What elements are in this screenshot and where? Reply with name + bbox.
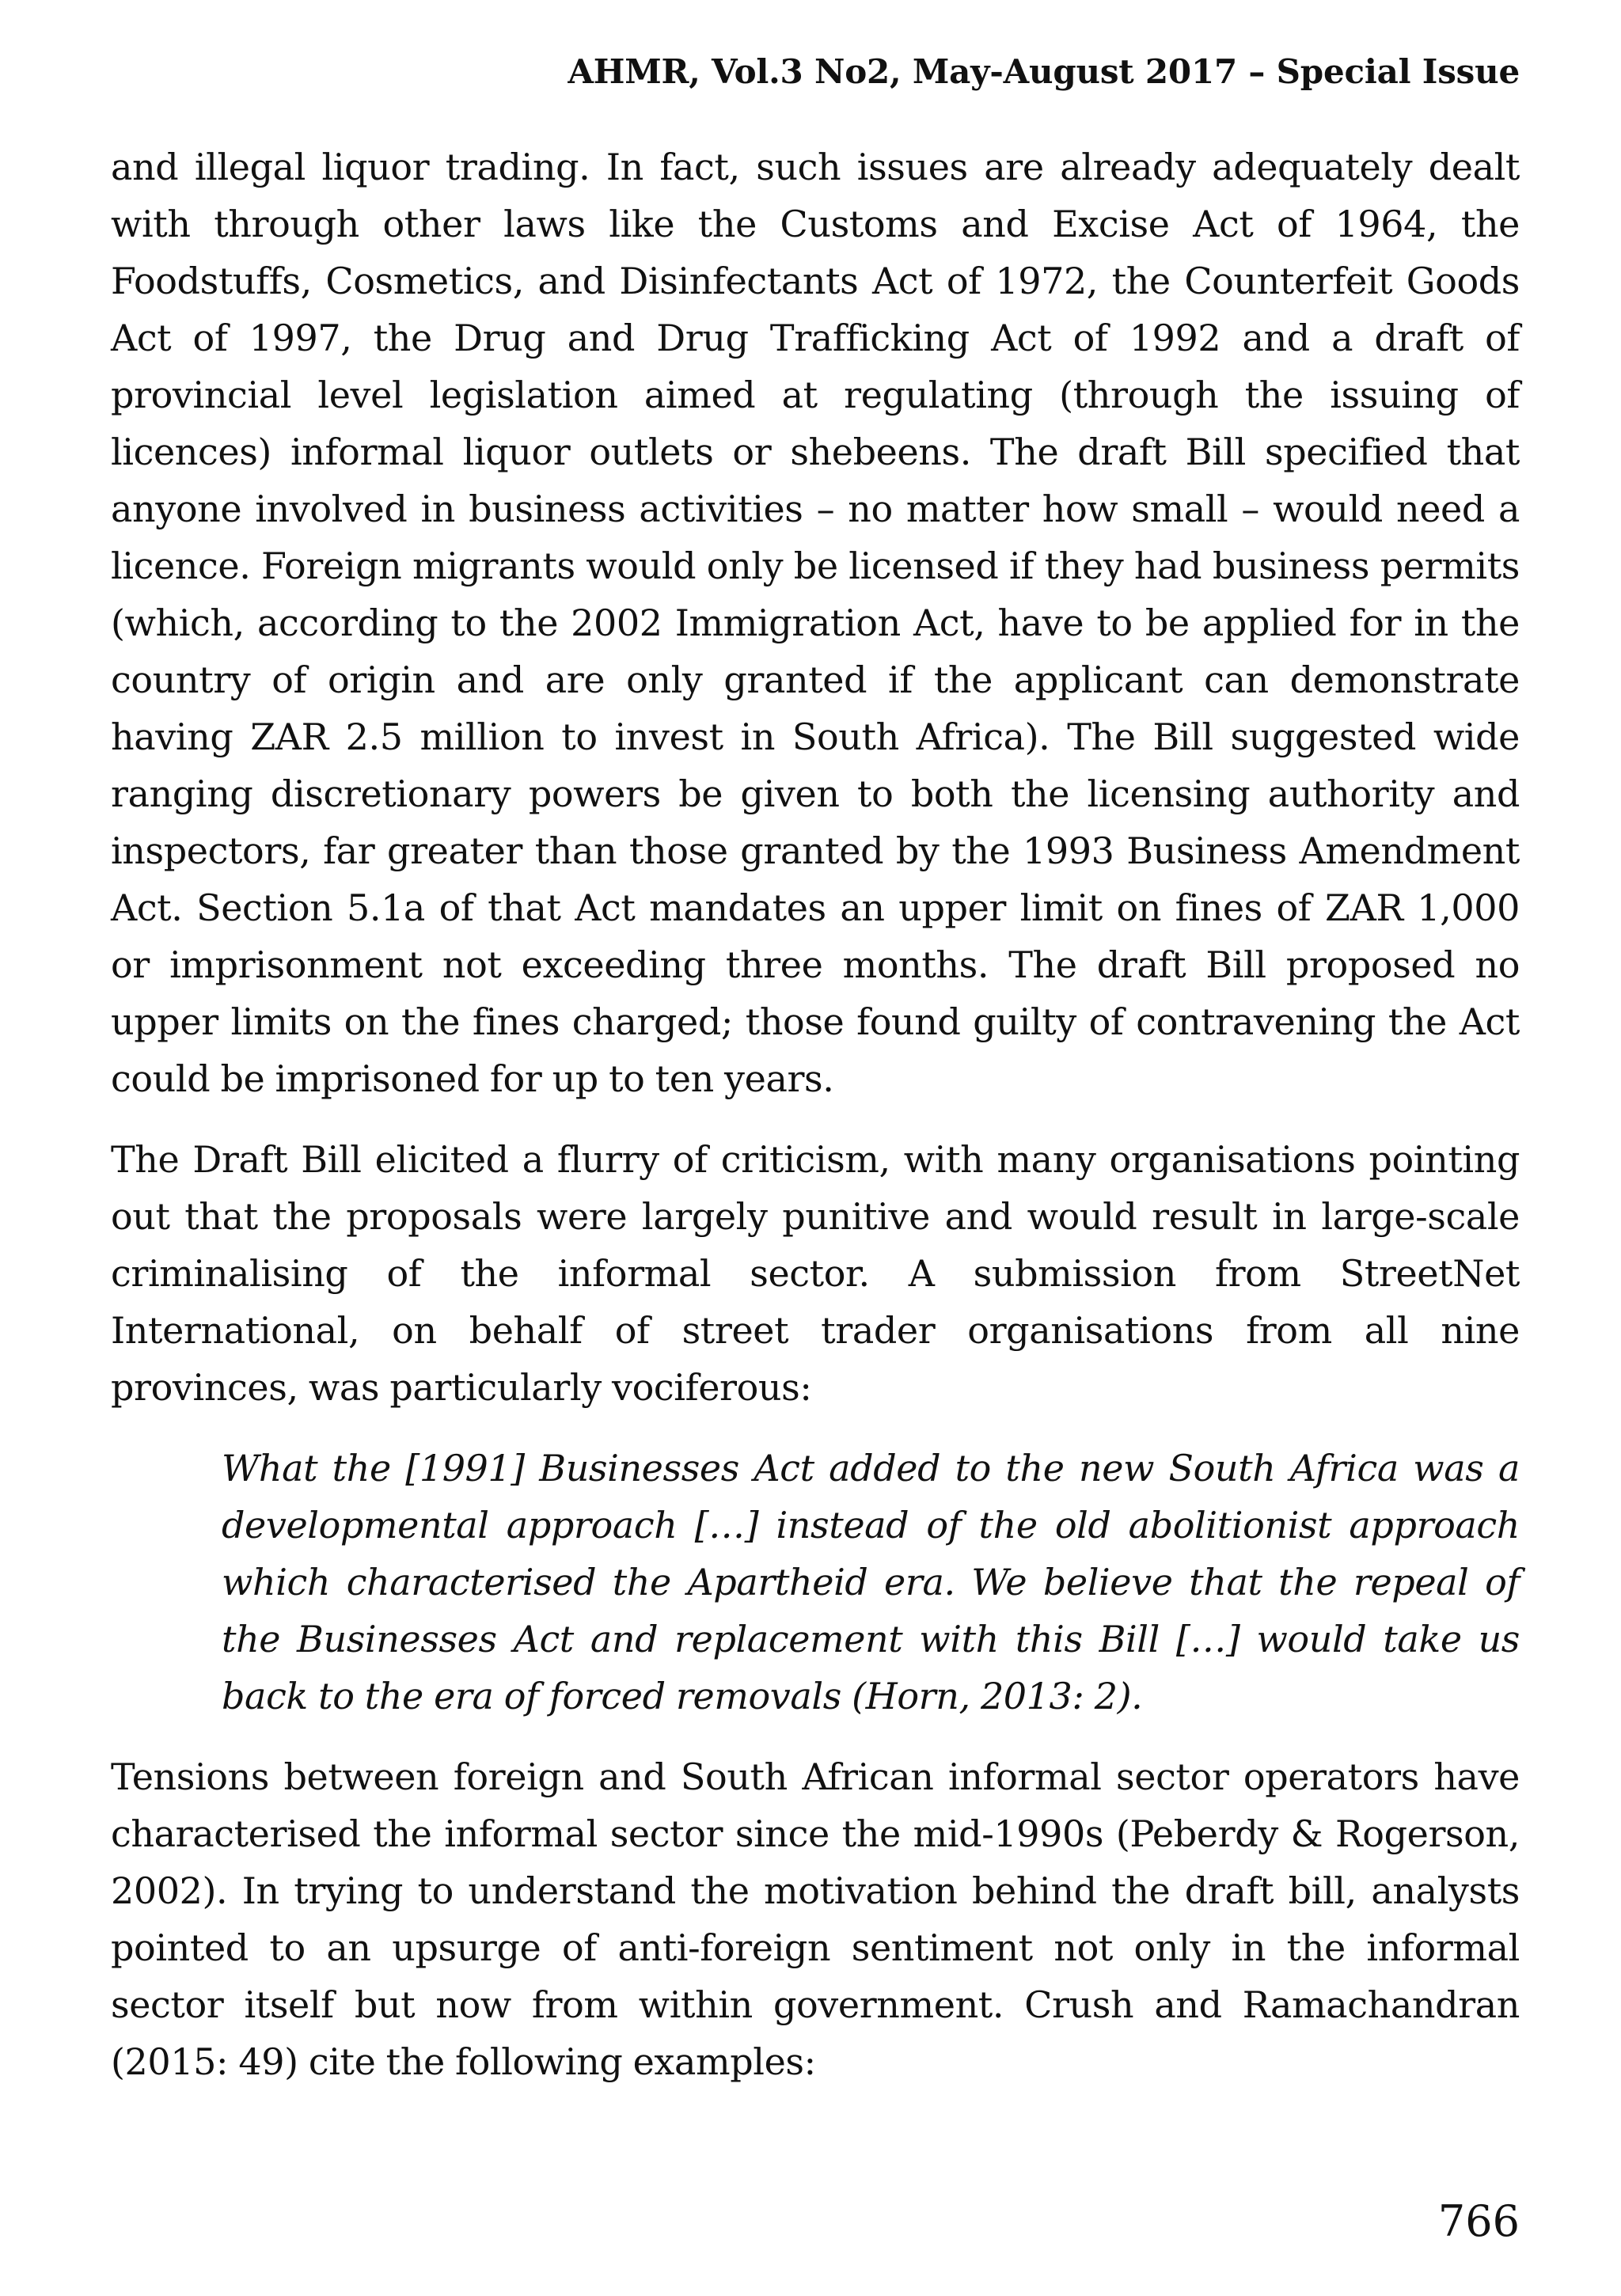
running-header: AHMR, Vol.3 No2, May-August 2017 – Special Issue xyxy=(568,52,1520,91)
page-number: 766 xyxy=(1437,2196,1520,2246)
body-paragraph-2: The Draft Bill elicited a flurry of criticism, with many organisations pointing out that the proposals were largely punitive and would result in large-scale criminalising of the informal sector. A submission from StreetNet International, on behalf of street trader organisations from all nine provinces, was particularly vociferous: xyxy=(111,1138,1520,1409)
body-paragraph-1: and illegal liquor trading. In fact, such issues are already adequately dealt with through other laws like the Customs and Excise Act of 1964, the Foodstuffs, Cosmetics, and Disinfectants Act of 1972, the Counterfeit Goods Act of 1997, the Drug and Drug Trafficking Act of 1992 and a draft of provincial level legislation aimed at regulating (through the issuing of licences) informal liquor outlets or shebeens. The draft Bill specified that anyone involved in business activities – no matter how small – would need a licence. Foreign migrants would only be licensed if they had business permits (which, according to the 2002 Immigration Act, have to be applied for in the country of origin and are only granted if the applicant can demonstrate having ZAR 2.5 million to invest in South Africa). The Bill suggested wide ranging discretionary powers be given to both the licensing authority and inspectors, far greater than those granted by the 1993 Business Amendment Act. Section 5.1a of that Act mandates an upper limit on fines of ZAR 1,000 or imprisonment not exceeding three months. The draft Bill proposed no upper limits on the fines charged; those found guilty of contravening the Act could be imprisoned for up to ten years. xyxy=(111,146,1520,1100)
article-body xyxy=(111,139,1520,2090)
block-quote: What the [1991] Businesses Act added to the new South Africa was a developmental approach […] instead of the old abolitionist approach which characterised the Apartheid era. We believe that the repeal of the Businesses Act and replacement with this Bill […] would take us back to the era of forced removals (Horn, 2013: 2). xyxy=(222,1447,1520,1717)
body-paragraph-3: Tensions between foreign and South African informal sector operators have characterised the informal sector since the mid-1990s (Peberdy & Rogerson, 2002). In trying to understand the motivation behind the draft bill, analysts pointed to an upsurge of anti-foreign sentiment not only in the informal sector itself but now from within government. Crush and Ramachandran (2015: 49) cite the following examples: xyxy=(111,1755,1520,2083)
